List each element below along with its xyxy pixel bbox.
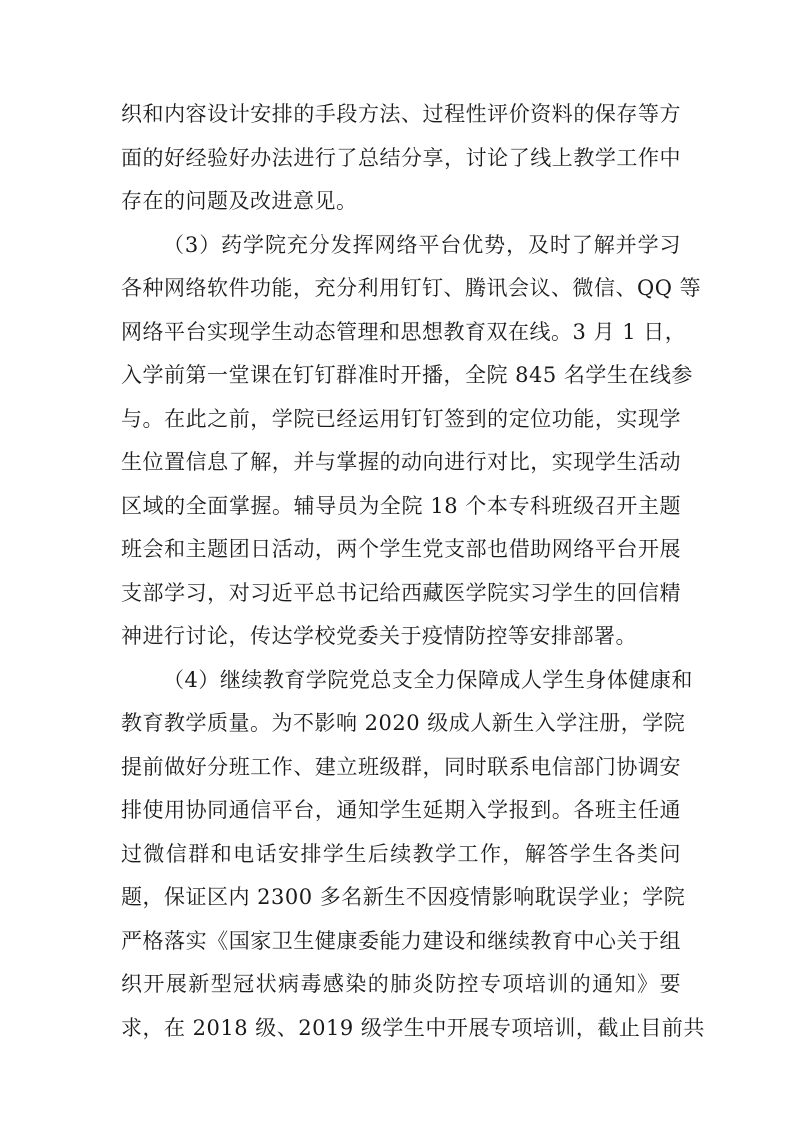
text-line: 区域的全面掌握。辅导员为全院 18 个本专科班级召开主题 (121, 494, 681, 518)
text-line: 排使用协同通信平台，通知学生延期入学报到。各班主任通 (121, 798, 681, 822)
text-line: 神进行讨论，传达学校党委关于疫情防控等安排部署。 (121, 624, 637, 648)
text-line: 题，保证区内 2300 多名新生不因疫情影响耽误学业；学院 (121, 885, 686, 909)
text-line: 求，在 2018 级、2019 级学生中开展专项培训，截止目前共 (121, 1016, 705, 1040)
text-line: 入学前第一堂课在钉钉群准时开播，全院 845 名学生在线参 (121, 363, 693, 387)
text-line: 织开展新型冠状病毒感染的肺炎防控专项培训的通知》要 (121, 972, 681, 996)
text-line: 支部学习，对习近平总书记给西藏医学院实习学生的回信精 (121, 581, 681, 605)
text-line: 班会和主题团日活动，两个学生党支部也借助网络平台开展 (121, 537, 681, 561)
text-line: 教育教学质量。为不影响 2020 级成人新生入学注册，学院 (121, 711, 686, 735)
paragraph-3-first-line: （3）药学院充分发挥网络平台优势，及时了解并学习 (163, 233, 681, 257)
text-line: 网络平台实现学生动态管理和思想教育双在线。3 月 1 日， (121, 320, 687, 344)
text-line: 提前做好分班工作、建立班级群，同时联系电信部门协调安 (121, 755, 681, 779)
paragraph-4-first-line: （4）继续教育学院党总支全力保障成人学生身体健康和 (163, 668, 693, 692)
text-line: 存在的问题及改进意见。 (121, 189, 358, 213)
text-line: 严格落实《国家卫生健康委能力建设和继续教育中心关于组 (121, 929, 681, 953)
text-line: 面的好经验好办法进行了总结分享，讨论了线上教学工作中 (121, 146, 681, 170)
text-line: 过微信群和电话安排学生后续教学工作，解答学生各类问 (121, 842, 681, 866)
text-line: 生位置信息了解，并与掌握的动向进行对比，实现学生活动 (121, 450, 681, 474)
text-line: 织和内容设计安排的手段方法、过程性评价资料的保存等方 (121, 102, 681, 126)
text-line: 与。在此之前，学院已经运用钉钉签到的定位功能，实现学 (121, 407, 681, 431)
text-line: 各种网络软件功能，充分利用钉钉、腾讯会议、微信、QQ 等 (121, 276, 702, 300)
